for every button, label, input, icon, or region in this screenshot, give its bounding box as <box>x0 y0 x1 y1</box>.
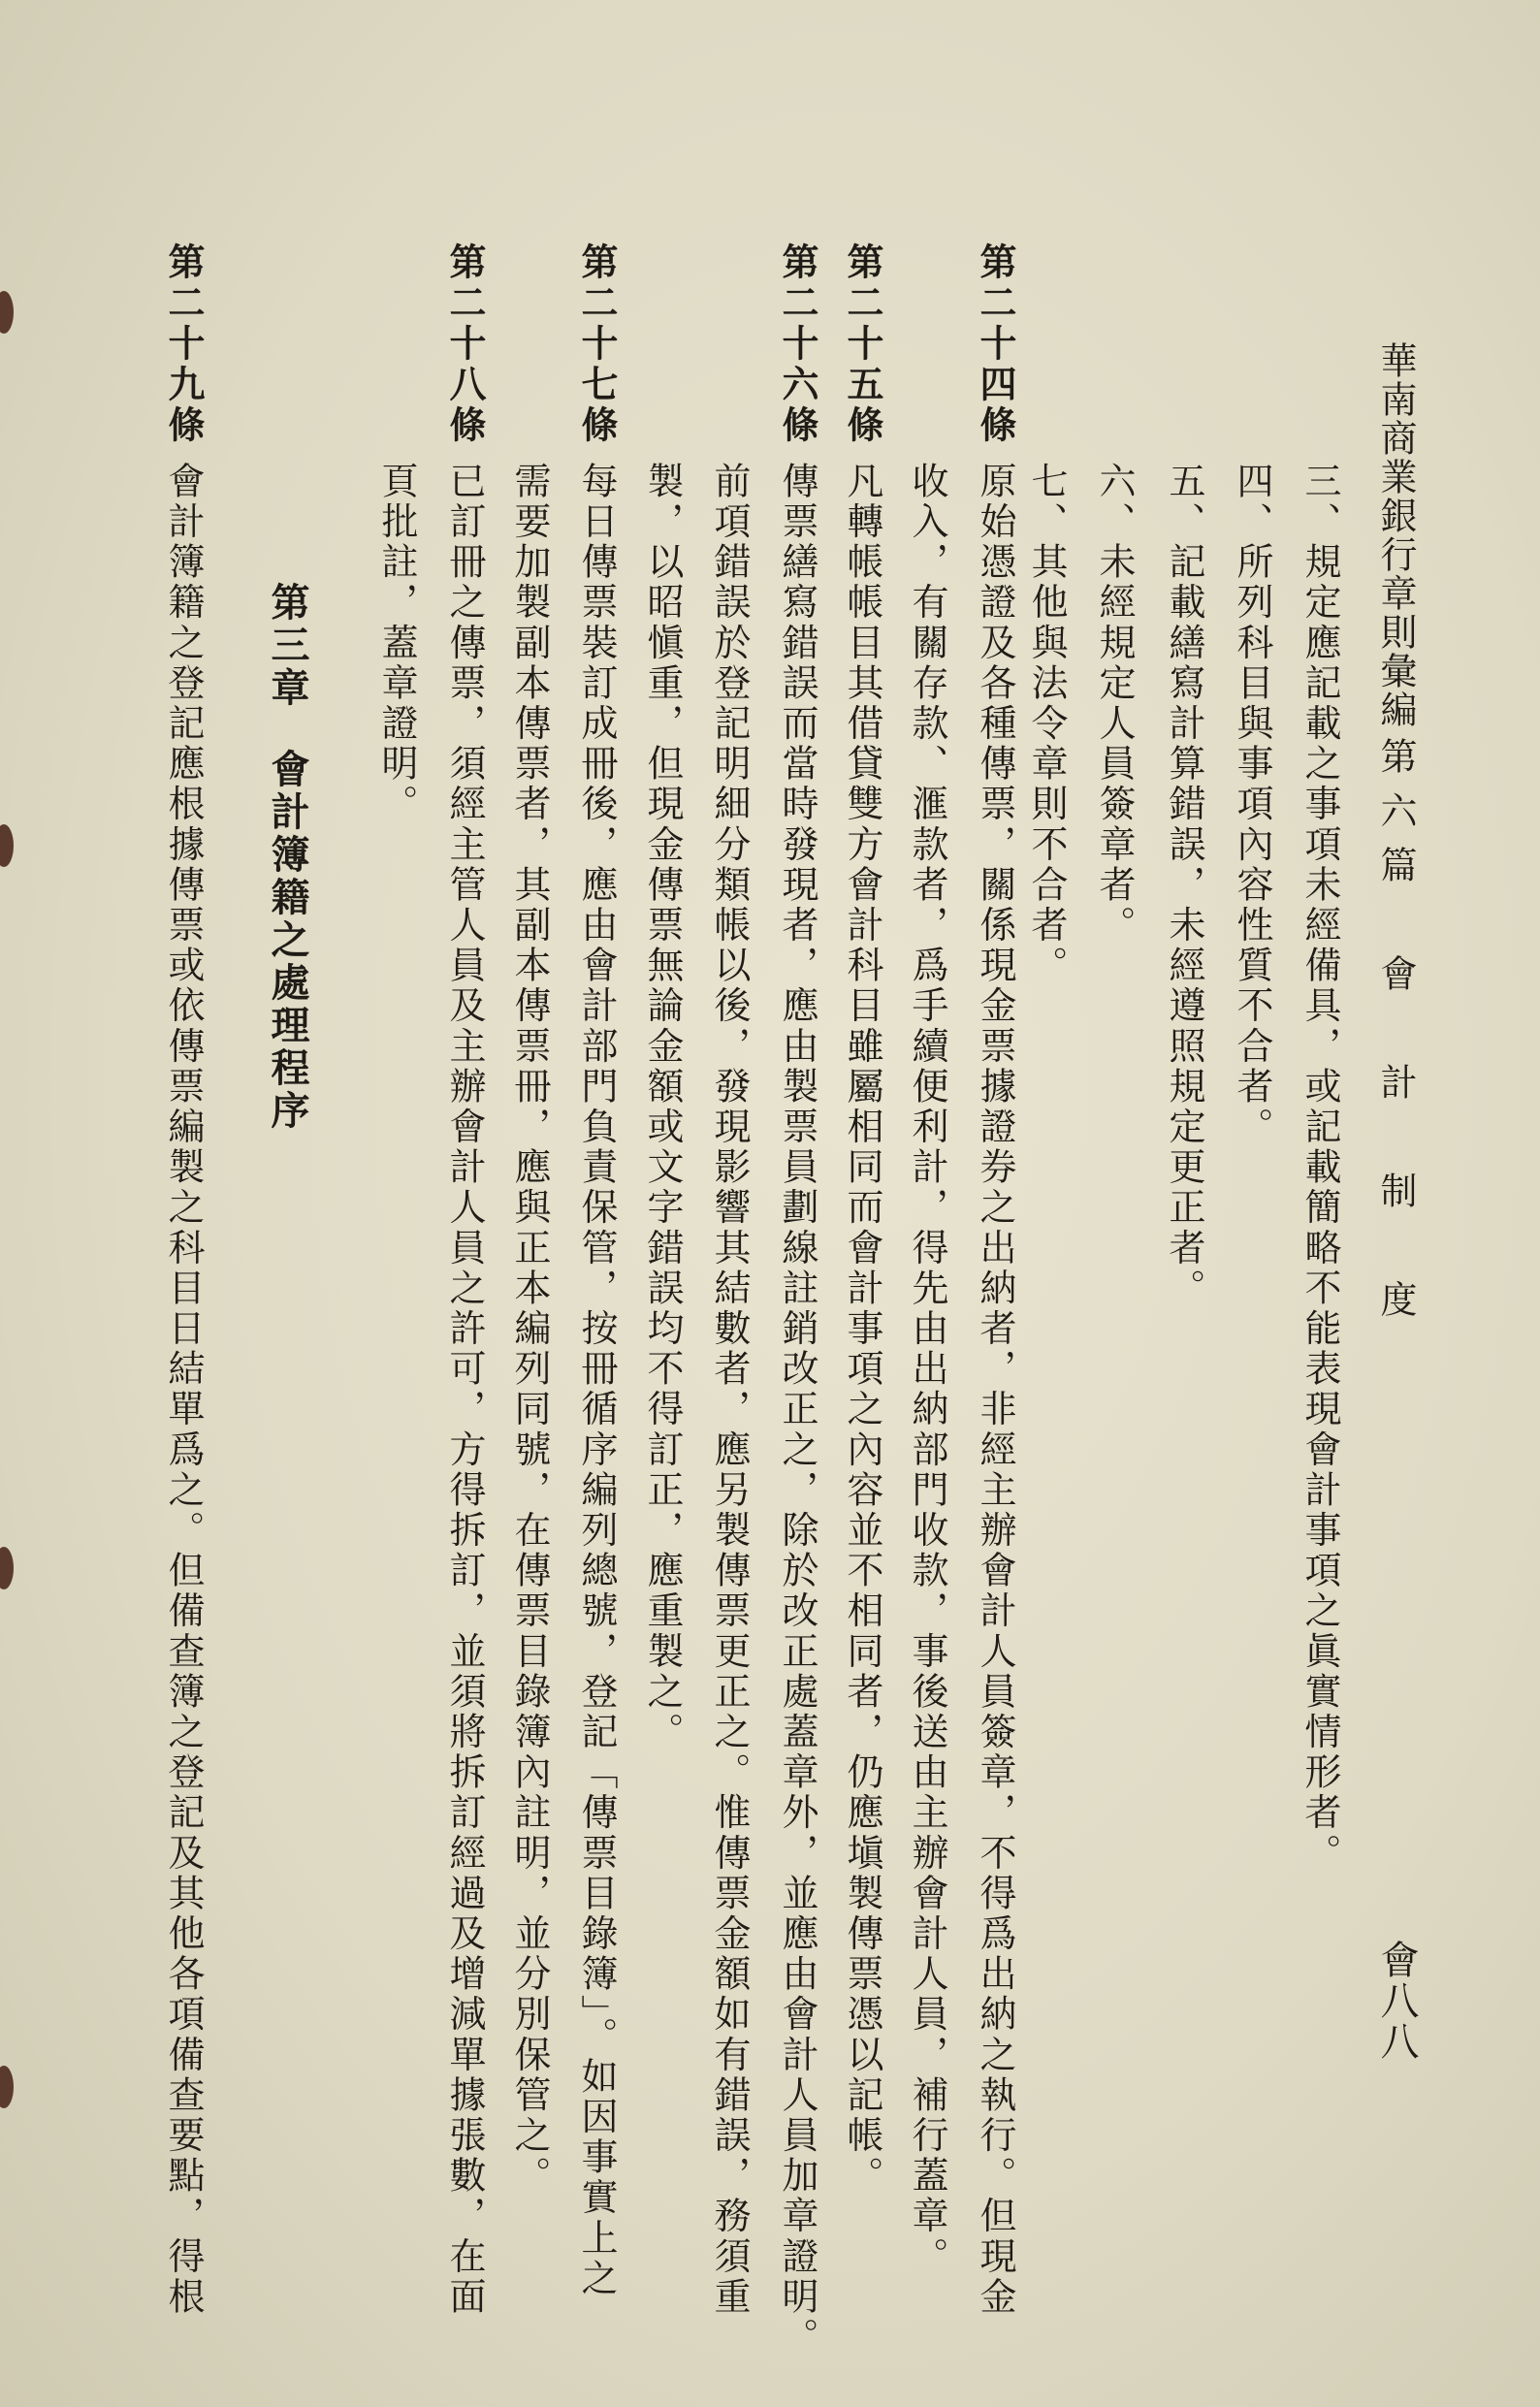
article-text-line: 製，以昭愼重，但現金傳票無論金額或文字錯誤均不得訂正，應重製之。 <box>641 462 684 1753</box>
list-item: 五、記載繕寫計算錯誤，未經遵照規定更正者。 <box>1163 462 1205 1309</box>
part-title: 第六篇 會 計 制 度 <box>1374 737 1417 1334</box>
article-text-line: 收入，有關存款、滙款者，爲手續便利計，得先由出納部門收款，事後送由主辦會計人員，補行蓋章。 <box>906 462 948 2277</box>
article-text-line: 會計簿籍之登記應根據傳票或依傳票編製之科目日結單爲之。但備查簿之登記及其他各項備查要點，得根 <box>162 462 205 2318</box>
chapter-number: 第三章 <box>265 582 310 710</box>
article-number: 第二十九條 <box>162 242 206 446</box>
article-text-line: 凡轉帳帳目其借貸雙方會計科目雖屬相同而會計事項之內容並不相同者，仍應塡製傳票憑以記帳。 <box>841 462 883 2197</box>
list-item: 六、未經規定人員簽章者。 <box>1093 462 1136 947</box>
binding-hole <box>0 1547 14 1589</box>
binding-hole <box>0 824 14 867</box>
article-text-line: 前項錯誤於登記明細分類帳以後，發現影響其結數者，應另製傳票更正之。惟傳票金額如有錯誤，務須重 <box>708 462 751 2318</box>
article-number: 第二十六條 <box>776 242 819 446</box>
page-number: 會八八 <box>1374 1940 1419 2062</box>
binding-hole <box>0 291 14 334</box>
chapter-heading <box>265 582 310 1133</box>
article-text-line: 已訂冊之傳票，須經主管人員及主辦會計人員之許可，方得拆訂，並須將拆訂經過及增減單據張數，在面 <box>443 462 486 2318</box>
article-number: 第二十四條 <box>974 242 1017 446</box>
article-text-line: 每日傳票裝訂成冊後，應由會計部門負責保管，按冊循序編列總號，登記「傳票目錄簿」。如因事實上之 <box>575 462 618 2299</box>
article-number: 第二十五條 <box>841 242 884 446</box>
list-item: 三、規定應記載之事項未經備具，或記載簡略不能表現會計事項之眞實情形者。 <box>1299 462 1341 1874</box>
list-item: 七、其他與法令章則不合者。 <box>1025 462 1068 986</box>
binding-hole <box>0 2066 14 2108</box>
article-text-line: 原始憑證及各種傳票，關係現金票據證券之出納者，非經主辦會計人員簽章，不得爲出納之執行。但現金 <box>974 462 1016 2318</box>
list-item: 四、所列科目與事項內容性質不合者。 <box>1231 462 1273 1148</box>
article-text-line: 頁批註，蓋章證明。 <box>375 462 418 825</box>
book-title: 華南商業銀行章則彙編 <box>1374 341 1417 729</box>
article-text-line: 需要加製副本傳票者，其副本傳票冊，應與正本編列同號，在傳票目錄簿內註明，並分別保管之。 <box>508 462 551 2197</box>
chapter-title: 會計簿籍之處理程序 <box>265 749 310 1133</box>
article-text-line: 傳票繕寫錯誤而當時發現者，應由製票員劃線註銷改正之，除於改正處蓋章外，並應由會計人員加章證明。 <box>776 462 818 2359</box>
article-number: 第二十七條 <box>575 242 619 446</box>
article-number: 第二十八條 <box>443 242 487 446</box>
